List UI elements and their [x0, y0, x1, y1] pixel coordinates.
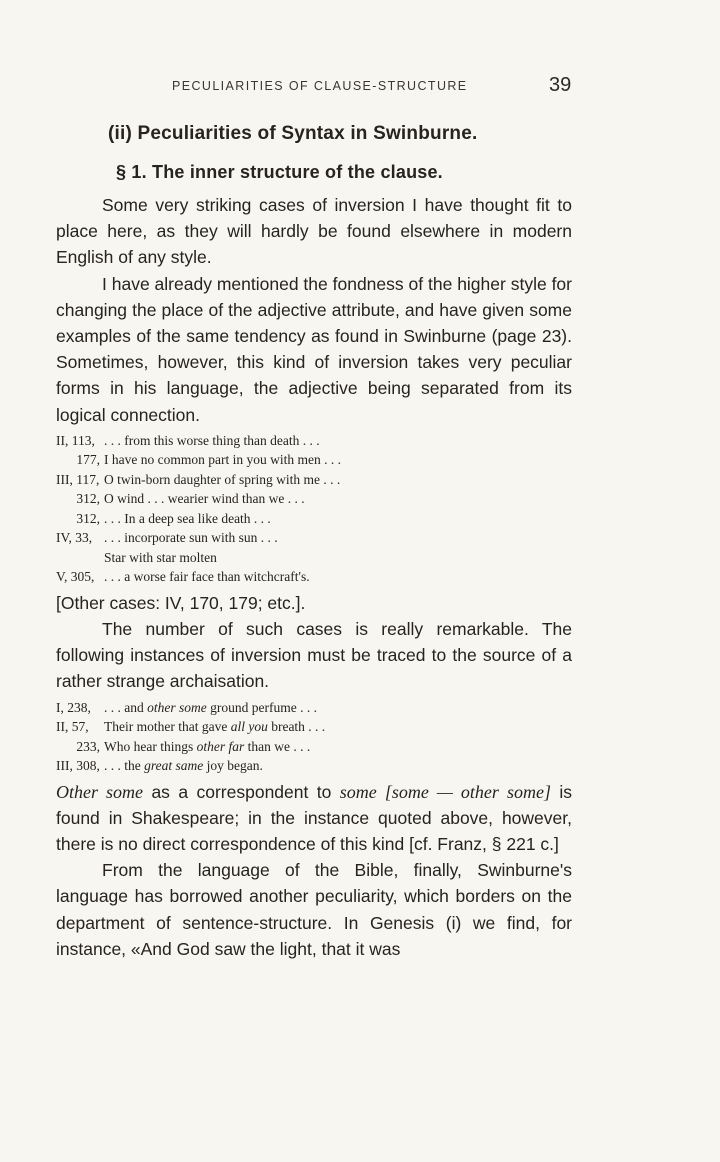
paragraph-5-text: From the language of the Bible, finally, Swinburne's language has borrowed another peculiarity, which borders on the department of sentence-structure. In Genesis (i) we find, for instance, «And God saw the light, that it was: [56, 860, 572, 959]
paragraph-1: [56, 192, 572, 271]
example-ref: V, 305,: [56, 569, 95, 585]
example-list-2: [56, 698, 572, 776]
paragraph-3: [56, 616, 572, 695]
example-row: [56, 450, 572, 470]
example-row: [56, 489, 572, 509]
example-ref: 233,: [76, 738, 100, 754]
example-ref: III, 117,: [56, 471, 100, 487]
example-ref: I, 238,: [56, 699, 91, 715]
example-quote: Who hear things other far than we . . .: [104, 738, 311, 754]
emphasis: other far: [196, 738, 245, 754]
example-quote: I have no common part in you with men . . .: [104, 452, 341, 468]
example-row: [56, 509, 572, 529]
example-ref: 177,: [76, 452, 100, 468]
example-row: [56, 528, 572, 548]
example-row: [56, 737, 572, 757]
example-ref: 312,: [76, 510, 100, 526]
running-head: [0, 76, 720, 98]
other-cases-note: [Other cases: IV, 170, 179; etc.].: [56, 592, 306, 613]
emphasis: Other some: [56, 781, 144, 802]
example-row: [56, 470, 572, 490]
example-row: [56, 567, 572, 587]
example-row: [56, 717, 572, 737]
example-ref: II, 113,: [56, 432, 95, 448]
example-ref: [56, 548, 100, 568]
emphasis: great same: [144, 758, 204, 774]
example-row: [56, 431, 572, 451]
example-quote: . . . In a deep sea like death . . .: [104, 510, 271, 526]
example-row: [56, 756, 572, 776]
example-quote: . . . a worse fair face than witchcraft's.: [104, 569, 310, 585]
subsection-heading: § 1. The inner structure of the clause.: [116, 162, 443, 182]
example-quote: . . . incorporate sun with sun . . .: [104, 530, 278, 546]
paragraph-3-text: The number of such cases is really remarkable. The following instances of inversion must be traced to the source of a rather strange archaisation.: [56, 619, 572, 692]
example-ref: 312,: [76, 491, 100, 507]
example-quote: . . . from this worse thing than death . . .: [104, 432, 320, 448]
example-quote: O twin-born daughter of spring with me . . .: [104, 471, 341, 487]
example-ref: IV, 33,: [56, 530, 93, 546]
emphasis: some [some — other some]: [339, 781, 551, 802]
paragraph-4: Other some as a correspondent to some [some — other some] is found in Shakespeare; in the instance quoted above, however, there is no direct correspondence of this kind [cf. Franz, § 221 c.]: [56, 781, 572, 855]
example-row: [56, 548, 572, 568]
emphasis: other some: [147, 699, 207, 715]
paragraph-5: [56, 857, 572, 962]
emphasis: all you: [230, 719, 268, 735]
example-quote: Their mother that gave all you breath . . .: [104, 719, 326, 735]
running-title: PECULIARITIES OF CLAUSE-STRUCTURE: [172, 79, 468, 93]
body-text: [56, 116, 572, 962]
example-quote: Star with star molten: [104, 549, 217, 565]
paragraph-2-text: I have already mentioned the fondness of the higher style for changing the place of the adjective attribute, and have given some examples of the same tendency as found in Swinburne (page 23). Sometimes, however, this kind of inversion takes very peculiar forms in his language, the adjective being separated from its logical connection.: [56, 273, 572, 425]
paragraph-1-text: Some very striking cases of inversion I have thought fit to place here, as they will hardly be found elsewhere in modern English of any style.: [56, 195, 572, 268]
page-number: 39: [549, 74, 572, 96]
example-list-1: [56, 431, 572, 587]
example-ref: II, 57,: [56, 719, 89, 735]
example-quote: . . . and other some ground perfume . . .: [104, 699, 317, 715]
example-quote: . . . the great same joy began.: [104, 758, 263, 774]
example-ref: III, 308,: [56, 758, 100, 774]
section-heading: (ii) Peculiarities of Syntax in Swinburne.: [108, 123, 478, 144]
example-row: [56, 698, 572, 718]
paragraph-2: [56, 271, 572, 428]
example-quote: O wind . . . wearier wind than we . . .: [104, 491, 305, 507]
